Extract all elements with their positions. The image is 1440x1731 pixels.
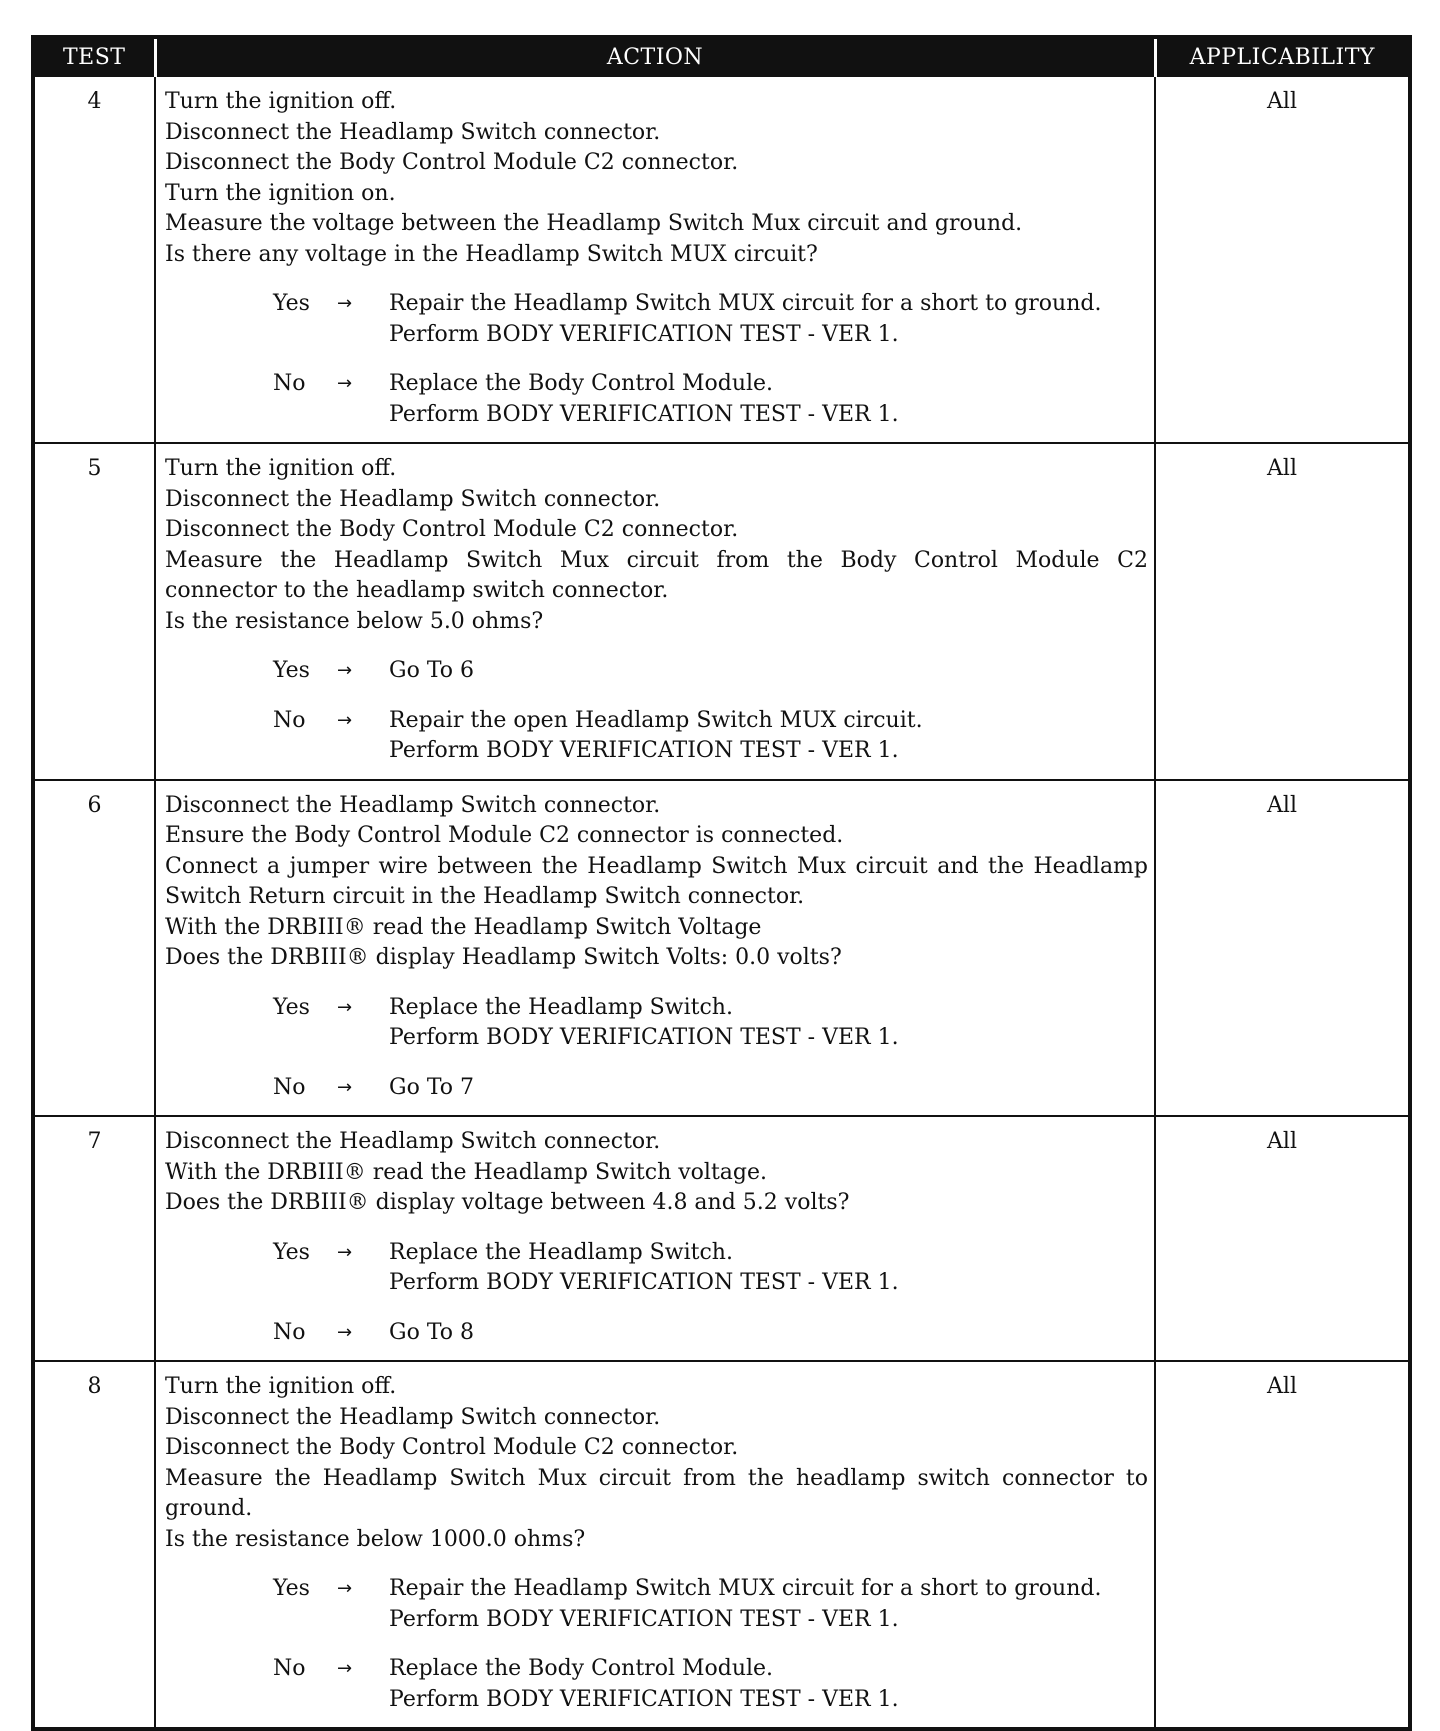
result-line: Perform BODY VERIFICATION TEST - VER 1. — [389, 401, 899, 427]
result-line: Perform BODY VERIFICATION TEST - VER 1. — [389, 1025, 899, 1050]
action-step: Measure the Headlamp Switch Mux circuit from the Body Control Module C2 connector to the headlamp switch connector. — [165, 547, 1148, 603]
arrow-right-icon: → — [337, 1241, 353, 1263]
action-step: Is the resistance below 5.0 ohms? — [165, 608, 544, 634]
arrow-right-icon: → — [337, 373, 353, 394]
diagnostic-table — [31, 35, 1412, 1731]
step-list — [165, 1372, 1148, 1555]
applicability-cell: All — [1155, 76, 1410, 443]
no-result-text — [389, 706, 1148, 767]
action-cell — [155, 1116, 1155, 1361]
arrow-right-icon: → — [337, 709, 353, 731]
header-applicability: APPLICABILITY — [1155, 37, 1410, 76]
yes-label: Yes — [273, 658, 310, 683]
arrow-right-icon: → — [337, 293, 353, 314]
yes-result — [165, 656, 1148, 687]
applicability-cell: All — [1155, 1116, 1410, 1361]
no-result — [165, 1654, 1148, 1715]
arrow-right-icon: → — [337, 1076, 353, 1098]
no-label: No — [273, 1656, 306, 1681]
action-step: Turn the ignition off. — [165, 1374, 397, 1399]
yes-result-text — [389, 656, 1148, 687]
header-action: ACTION — [155, 37, 1155, 76]
action-cell — [155, 780, 1155, 1117]
diagnostic-page — [31, 35, 1408, 1731]
result-line: Repair the Headlamp Switch MUX circuit for a short to ground. — [389, 1576, 1102, 1601]
yes-label: Yes — [273, 994, 310, 1020]
action-step: With the DRBIII® read the Headlamp Switch Voltage — [165, 914, 762, 940]
no-label: No — [273, 1074, 306, 1100]
action-step: Does the DRBIII® display Headlamp Switch Volts: 0.0 volts? — [165, 945, 842, 970]
yes-result-text — [389, 993, 1148, 1054]
yes-result — [165, 1574, 1148, 1635]
table-row — [33, 780, 1410, 1117]
result-line: Go To 7 — [389, 1074, 475, 1100]
no-label: No — [273, 1319, 306, 1345]
test-number: 5 — [33, 443, 155, 780]
result-line: Replace the Body Control Module. — [389, 371, 774, 396]
no-result — [165, 1073, 1148, 1104]
result-line: Replace the Body Control Module. — [389, 1656, 774, 1681]
result-line: Perform BODY VERIFICATION TEST - VER 1. — [389, 321, 899, 347]
test-number: 8 — [33, 1361, 155, 1729]
result-line: Perform BODY VERIFICATION TEST - VER 1. — [389, 1270, 899, 1295]
result-line: Perform BODY VERIFICATION TEST - VER 1. — [389, 1686, 899, 1712]
header-test: TEST — [33, 37, 155, 76]
table-row — [33, 76, 1410, 443]
action-step: Turn the ignition off. — [165, 89, 397, 114]
action-step: Turn the ignition off. — [165, 456, 397, 481]
applicability-cell: All — [1155, 1361, 1410, 1729]
action-step: Disconnect the Headlamp Switch connector. — [165, 1129, 661, 1154]
test-number: 7 — [33, 1116, 155, 1361]
result-line: Go To 8 — [389, 1319, 475, 1345]
no-result-text — [389, 1318, 1148, 1349]
arrow-right-icon: → — [337, 660, 353, 681]
result-line: Repair the Headlamp Switch MUX circuit for a short to ground. — [389, 291, 1102, 316]
action-cell — [155, 76, 1155, 443]
no-result — [165, 1318, 1148, 1349]
yes-result-text — [389, 1574, 1148, 1635]
table-row — [33, 1116, 1410, 1361]
action-step: Disconnect the Body Control Module C2 connector. — [165, 517, 739, 542]
action-step: Measure the voltage between the Headlamp Switch Mux circuit and ground. — [165, 211, 1023, 236]
arrow-right-icon: → — [337, 1578, 353, 1599]
no-result-text — [389, 1073, 1148, 1104]
applicability-cell: All — [1155, 780, 1410, 1117]
table-body — [33, 76, 1410, 1729]
step-list — [165, 87, 1148, 270]
result-line: Replace the Headlamp Switch. — [389, 994, 733, 1020]
no-result-text — [389, 369, 1148, 430]
yes-result — [165, 993, 1148, 1054]
yes-label: Yes — [273, 1239, 310, 1265]
no-label: No — [273, 371, 306, 396]
action-step: Turn the ignition on. — [165, 180, 396, 206]
yes-label: Yes — [273, 291, 310, 316]
action-step: Connect a jumper wire between the Headlamp Switch Mux circuit and the Headlamp Switch Return circuit in the Headlamp Switch connector. — [165, 853, 1148, 909]
no-result — [165, 706, 1148, 767]
action-step: Is there any voltage in the Headlamp Switch MUX circuit? — [165, 241, 818, 267]
result-line: Replace the Headlamp Switch. — [389, 1239, 733, 1265]
yes-result-text — [389, 1238, 1148, 1299]
test-number: 6 — [33, 780, 155, 1117]
action-cell — [155, 1361, 1155, 1729]
applicability-cell: All — [1155, 443, 1410, 780]
arrow-right-icon: → — [337, 1321, 353, 1343]
result-line: Go To 6 — [389, 658, 475, 683]
yes-label: Yes — [273, 1576, 310, 1601]
table-header — [33, 37, 1410, 76]
result-line: Repair the open Headlamp Switch MUX circuit. — [389, 707, 923, 733]
test-number: 4 — [33, 76, 155, 443]
result-line: Perform BODY VERIFICATION TEST - VER 1. — [389, 1606, 899, 1632]
no-label: No — [273, 707, 306, 733]
step-list — [165, 791, 1148, 974]
action-step: Is the resistance below 1000.0 ohms? — [165, 1526, 586, 1552]
action-step: Ensure the Body Control Module C2 connector is connected. — [165, 823, 844, 848]
action-step: Disconnect the Headlamp Switch connector. — [165, 1404, 661, 1430]
table-row — [33, 1361, 1410, 1729]
action-cell — [155, 443, 1155, 780]
action-step: Disconnect the Headlamp Switch connector. — [165, 486, 661, 512]
action-step: Does the DRBIII® display voltage between 4.8 and 5.2 volts? — [165, 1190, 850, 1215]
action-step: Disconnect the Body Control Module C2 connector. — [165, 150, 739, 175]
action-step: Disconnect the Headlamp Switch connector. — [165, 119, 661, 145]
step-list — [165, 454, 1148, 637]
result-line: Perform BODY VERIFICATION TEST - VER 1. — [389, 738, 899, 763]
action-step: Measure the Headlamp Switch Mux circuit from the headlamp switch connector to ground. — [165, 1465, 1148, 1521]
yes-result — [165, 289, 1148, 350]
action-step: Disconnect the Headlamp Switch connector. — [165, 792, 661, 818]
table-row — [33, 443, 1410, 780]
no-result — [165, 369, 1148, 430]
yes-result-text — [389, 289, 1148, 350]
action-step: With the DRBIII® read the Headlamp Switch voltage. — [165, 1159, 767, 1185]
arrow-right-icon: → — [337, 1658, 353, 1679]
yes-result — [165, 1238, 1148, 1299]
step-list — [165, 1127, 1148, 1219]
arrow-right-icon: → — [337, 996, 353, 1018]
no-result-text — [389, 1654, 1148, 1715]
action-step: Disconnect the Body Control Module C2 connector. — [165, 1435, 739, 1460]
